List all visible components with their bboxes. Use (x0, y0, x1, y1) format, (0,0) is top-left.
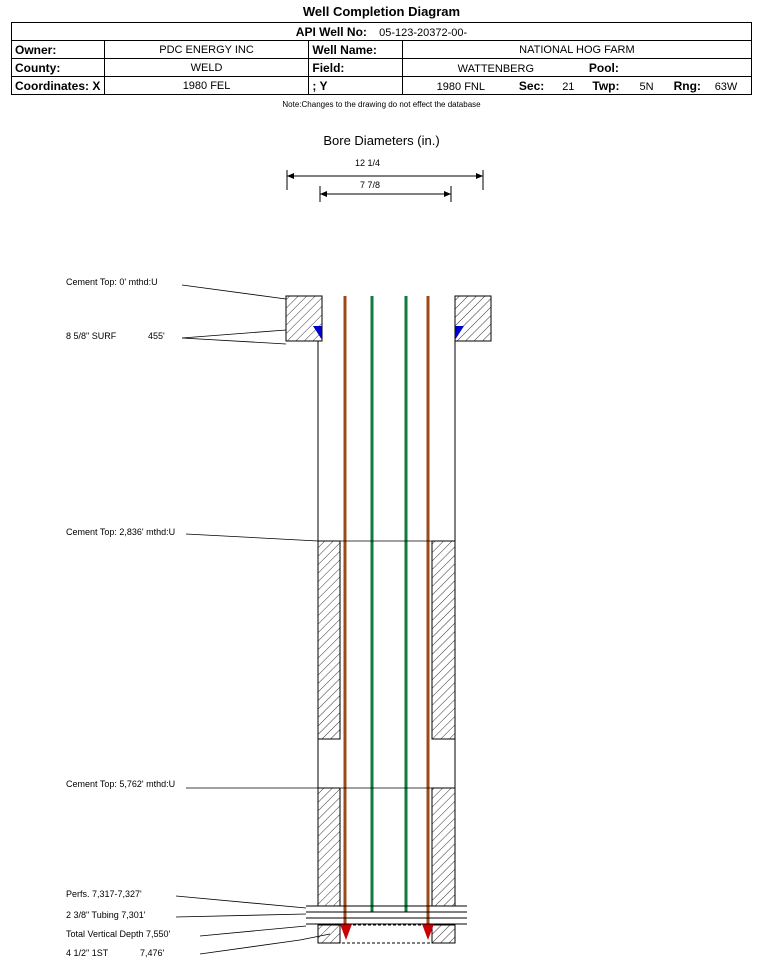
twp-label: Twp: (592, 78, 620, 93)
perforations-marker (340, 924, 434, 940)
tubing-string (372, 296, 406, 912)
owner-value: PDC ENERGY INC (104, 41, 309, 59)
county-label: County: (12, 59, 105, 77)
cement-column-lower (318, 788, 455, 906)
api-label: API Well No: (295, 24, 367, 39)
production-casing-string (345, 296, 428, 925)
owner-label: Owner: (12, 41, 105, 59)
annotation-perfs: Perfs. 7,317-7,327' (66, 889, 142, 899)
borehole-walls (286, 341, 491, 541)
bore-inner-diameter-label: 7 7/8 (360, 180, 381, 190)
field-label: Field: (309, 59, 402, 77)
leader-lines (176, 285, 455, 954)
pool-label: Pool: (588, 60, 619, 75)
county-value: WELD (104, 59, 309, 77)
annotation-cement-top-2836: Cement Top: 2,836' mthd:U (66, 527, 176, 537)
sec-label: Sec: (518, 78, 545, 93)
annotation-casing-1st: 4 1/2" 1ST (66, 948, 109, 958)
coordinates-label: Coordinates: X (12, 77, 105, 95)
annotation-cement-top-surface: Cement Top: 0' mthd:U (66, 277, 158, 287)
coord-x-value: 1980 FEL (104, 77, 309, 95)
bore-diameters-title: Bore Diameters (in.) (323, 133, 440, 148)
sec-value: 21 (562, 80, 575, 93)
annotation-surface-casing: 8 5/8" SURF (66, 331, 117, 341)
page-title: Well Completion Diagram (302, 4, 461, 19)
annotation-casing-1st-depth: 7,476' (140, 948, 165, 958)
bore-dimension-outer (287, 170, 483, 190)
rng-value: 63W (714, 80, 738, 93)
annotation-cement-top-5762: Cement Top: 5,762' mthd:U (66, 779, 176, 789)
disclaimer-note: Note:Changes to the drawing do not effect the database (282, 100, 481, 109)
field-value: WATTENBERG (457, 62, 535, 75)
bottom-detail-lines (306, 906, 467, 924)
api-value: 05-123-20372-00- (379, 26, 468, 39)
annotation-tubing: 2 3/8" Tubing 7,301' (66, 910, 146, 920)
well-name-value: NATIONAL HOG FARM (402, 41, 751, 59)
cement-column-upper (318, 541, 455, 788)
bore-outer-diameter-label: 12 1/4 (355, 158, 381, 168)
coord-y-value: 1980 FNL (436, 80, 485, 93)
bore-dimension-inner (320, 186, 451, 202)
twp-value: 5N (639, 80, 654, 93)
bottom-hole-cement (318, 925, 455, 943)
coord-y-label: ; Y (309, 77, 402, 95)
surface-casing-cement (286, 296, 491, 341)
well-name-label: Well Name: (309, 41, 402, 59)
rng-label: Rng: (673, 78, 701, 93)
annotation-total-vertical-depth: Total Vertical Depth 7,550' (66, 929, 171, 939)
annotation-surface-casing-depth: 455' (148, 331, 165, 341)
surface-casing-shoe (313, 326, 464, 340)
